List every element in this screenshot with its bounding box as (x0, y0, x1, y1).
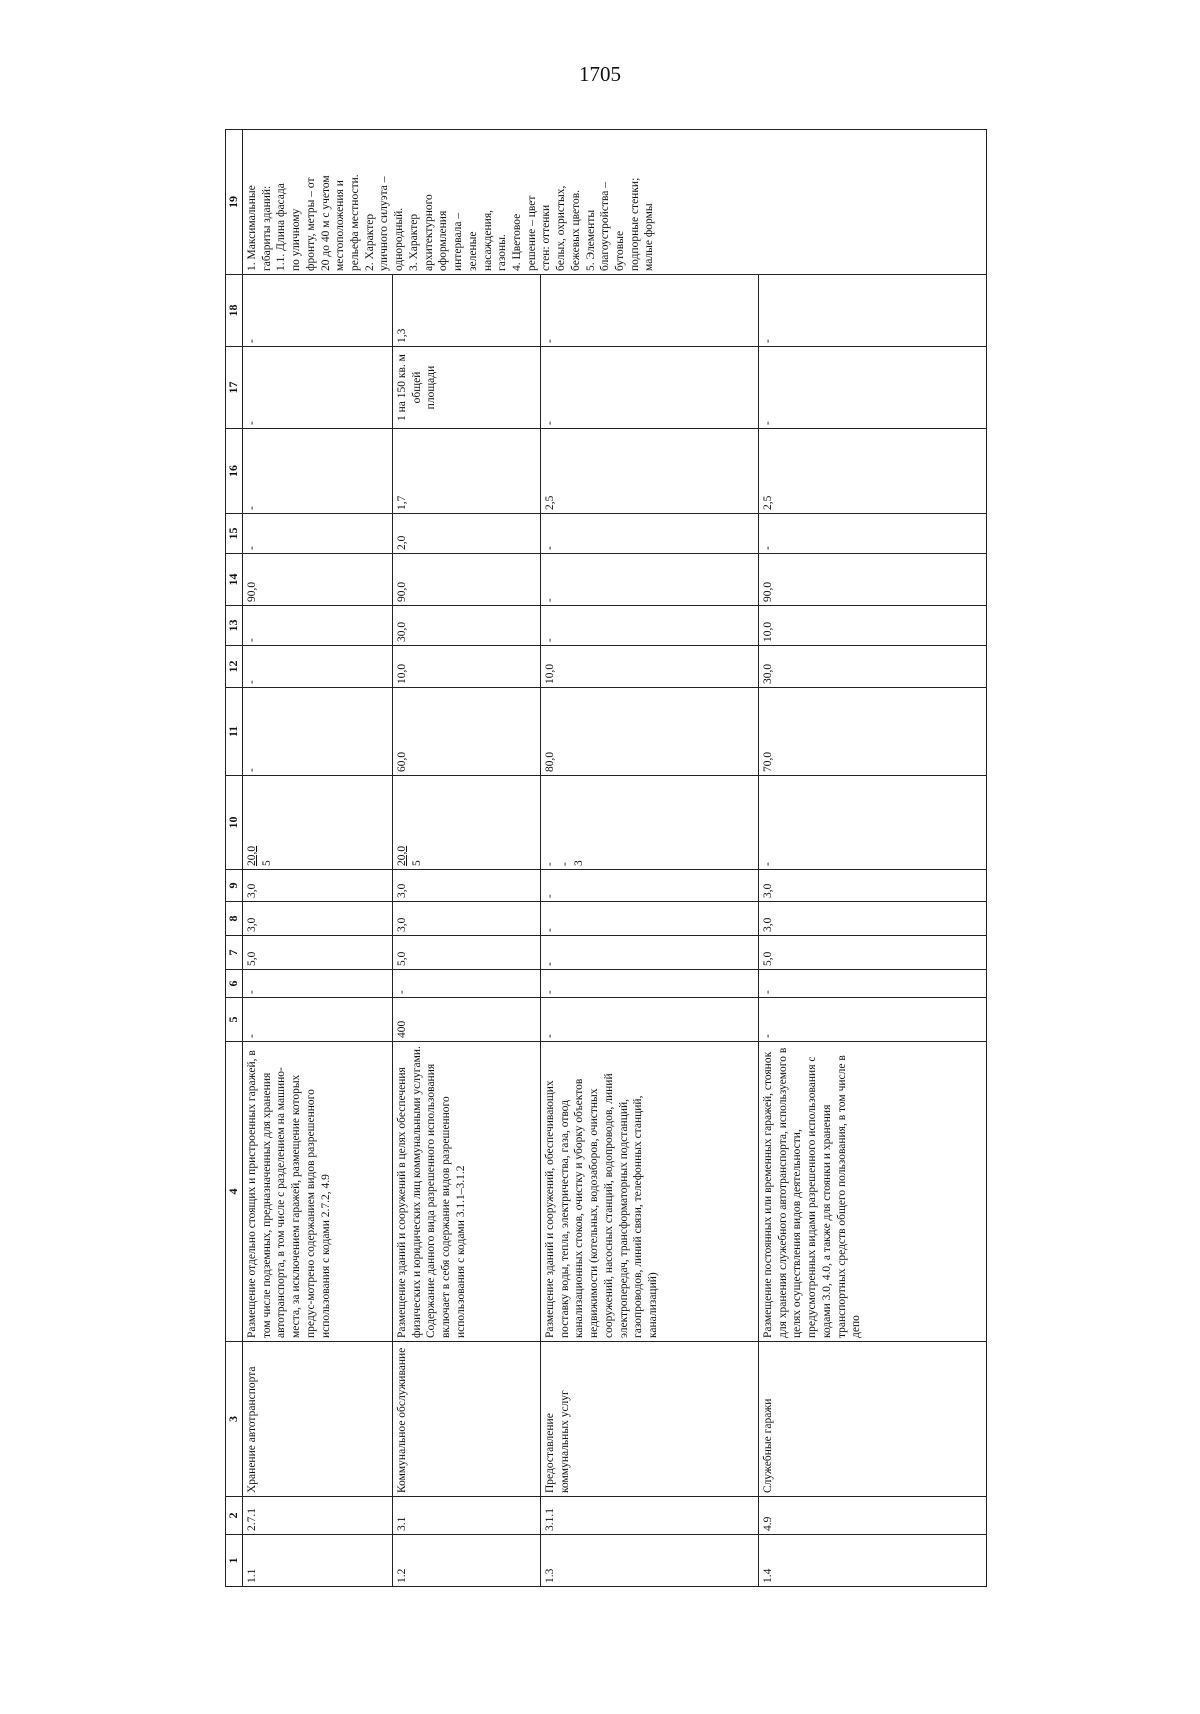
table-cell: 2,5 (759, 429, 987, 514)
table-cell: 3,0 (759, 902, 987, 936)
table-cell: - (759, 776, 987, 870)
table-cell: - (243, 606, 393, 646)
table-cell: - (541, 998, 759, 1042)
vri-description: Размещение постоянных или временных гаражей, стоянок для хранения служебного автотранспорта, используемого в целях осуществления видов деятельности, предусмотренных видами разрешенного использования с кодами 3.0, 4.0, а также для стоянки и хранения транспортных средств общего пользования, в том числе в депо (759, 1042, 987, 1342)
req-line: фронту, метры – от (304, 177, 317, 271)
req-line: однородный. (393, 207, 406, 271)
table-cell: - (243, 998, 393, 1042)
table-cell: 3,0 (243, 870, 393, 902)
table-cell: - (759, 514, 987, 554)
vri-name: Служебные гаражи (759, 1342, 987, 1497)
table-cell: - (759, 970, 987, 998)
fraction-numerator: 20,0 (246, 845, 258, 866)
zoning-table (225, 129, 987, 1587)
table-cell: - (541, 554, 759, 606)
req-line: газоны. (496, 234, 509, 271)
table-row (541, 130, 759, 1587)
req-line: подпорные стенки; (628, 177, 641, 271)
header-cell: 5 (226, 998, 243, 1042)
table-cell: 10,0 (541, 646, 759, 688)
table-cell: - (243, 275, 393, 347)
header-cell: 13 (226, 606, 243, 646)
table-cell: 400 (393, 998, 541, 1042)
req-line: архитектурного (422, 194, 435, 271)
req-line: благоустройства – (599, 182, 612, 271)
table-cell: - (243, 970, 393, 998)
header-cell: 4 (226, 1042, 243, 1342)
table-cell: - (541, 936, 759, 970)
req-line: 20 до 40 м с учетом (319, 175, 332, 271)
vri-name: Хранение автотранспорта (243, 1342, 393, 1497)
req-line: габариты зданий: (260, 185, 273, 271)
table-cell: 90,0 (243, 554, 393, 606)
table-cell: - (393, 970, 541, 998)
header-cell: 16 (226, 429, 243, 514)
architectural-requirements (243, 130, 987, 275)
table-cell: 5,0 (759, 936, 987, 970)
header-cell: 7 (226, 936, 243, 970)
req-line: 3. Характер (407, 213, 420, 271)
fraction-denominator: 5 (260, 860, 273, 866)
fraction-denominator: 5 (410, 860, 423, 866)
header-cell: 17 (226, 347, 243, 429)
table-cell: 2,5 (541, 429, 759, 514)
table-cell: - (541, 275, 759, 347)
req-line: рельефа местности. (349, 174, 362, 271)
req-line: белых, охристых, (555, 185, 568, 271)
req-line: решение – цвет (525, 195, 538, 271)
table-row (243, 130, 393, 1587)
table-cell: - (243, 688, 393, 776)
table-cell: 30,0 (759, 646, 987, 688)
req-line: 1. Максимальные (246, 185, 258, 271)
table-cell: 1,7 (393, 429, 541, 514)
req-line: по уличному (290, 208, 303, 271)
vri-code: 3.1.1 (541, 1497, 759, 1535)
table-cell: 3,0 (243, 902, 393, 936)
page-number: 1705 (579, 62, 621, 86)
vri-code: 3.1 (393, 1497, 541, 1535)
fraction-cell (243, 776, 393, 870)
table-cell: - (243, 646, 393, 688)
vri-code: 4.9 (759, 1497, 987, 1535)
table-row (393, 130, 541, 1587)
header-cell: 18 (226, 275, 243, 347)
table-cell: - (541, 902, 759, 936)
row-number: 1.3 (541, 1535, 759, 1587)
header-cell: 9 (226, 870, 243, 902)
header-cell: 12 (226, 646, 243, 688)
table-cell: - (243, 347, 393, 429)
table-cell: 5,0 (243, 936, 393, 970)
fraction-cell (393, 776, 541, 870)
rotated-table-container (225, 130, 985, 1587)
req-line: 5. Элементы (584, 209, 597, 271)
header-row (226, 130, 243, 1587)
row-number: 1.4 (759, 1535, 987, 1587)
cell-line: 3 (573, 860, 586, 866)
table-cell: 10,0 (759, 606, 987, 646)
req-line: малые формы (643, 203, 656, 271)
req-line: местоположения и (334, 180, 347, 271)
cell-line: - (544, 862, 556, 866)
fraction-numerator: 20,0 (396, 845, 408, 866)
table-cell: - (541, 514, 759, 554)
table-cell: - (759, 347, 987, 429)
table-cell: - (541, 970, 759, 998)
req-line: бутовые (613, 230, 626, 271)
table-cell: - (541, 606, 759, 646)
req-line: насаждения, (481, 210, 494, 271)
table-cell: 60,0 (393, 688, 541, 776)
vri-name: Предоставление коммунальных услуг (541, 1342, 759, 1497)
vri-name: Коммунальное обслуживание (393, 1342, 541, 1497)
header-cell: 3 (226, 1342, 243, 1497)
header-cell: 2 (226, 1497, 243, 1535)
table-cell: 30,0 (393, 606, 541, 646)
table-cell: 10,0 (393, 646, 541, 688)
parking-norm: 1 на 150 кв. м общей площади (393, 347, 541, 429)
table-cell: 5,0 (393, 936, 541, 970)
table-cell: - (243, 514, 393, 554)
req-line: бежевых цветов. (569, 189, 582, 271)
table-cell: 70,0 (759, 688, 987, 776)
row-number: 1.1 (243, 1535, 393, 1587)
table-cell: 80,0 (541, 688, 759, 776)
vri-description: Размещение зданий и сооружений, обеспечивающих поставку воды, тепла, электричества, газа, отвод канализационных стоков, очистку и уборку объектов недвижимости (котельных, водозаборов, очистных сооружений, насосных станций, водопроводов, линий электропередач, трансформаторных подстанций, газопроводов, линий связи, телефонных станций, канализаций) (541, 1042, 759, 1342)
header-cell: 8 (226, 902, 243, 936)
header-cell: 19 (226, 130, 243, 275)
vri-code: 2.7.1 (243, 1497, 393, 1535)
header-cell: 14 (226, 554, 243, 606)
req-line: интервала – (452, 212, 465, 271)
req-line: зеленые (466, 231, 479, 271)
req-line: 4. Цветовое (510, 213, 523, 271)
table-cell: - (541, 870, 759, 902)
req-line: 1.1. Длина фасада (275, 183, 288, 271)
header-cell: 1 (226, 1535, 243, 1587)
table-cell: - (759, 275, 987, 347)
cell-line: - (558, 862, 571, 866)
vri-description: Размещение зданий и сооружений в целях обеспечения физических и юридических лиц коммунальными услугами. Содержание данного вида разрешенного использования включает в себя содержание видов разрешенного использования с кодами 3.1.1–3.1.2 (393, 1042, 541, 1342)
header-cell: 6 (226, 970, 243, 998)
table-cell: - (541, 347, 759, 429)
header-cell: 15 (226, 514, 243, 554)
req-line: уличного силуэта – (378, 176, 391, 271)
table-cell: 2,0 (393, 514, 541, 554)
header-cell: 10 (226, 776, 243, 870)
header-cell: 11 (226, 688, 243, 776)
fraction-cell (541, 776, 759, 870)
table-cell: 3,0 (759, 870, 987, 902)
vri-description: Размещение отдельно стоящих и пристроенных гаражей, в том числе подземных, предназначенных для хранения автотранспорта, в том числе с разделением на машино-места, за исключением гаражей, размещение которых предус-мотрено содержанием видов разрешенного использования с кодами 2.7.2, 4.9 (243, 1042, 393, 1342)
table-cell: 3,0 (393, 870, 541, 902)
table-cell: 3,0 (393, 902, 541, 936)
table-cell: - (243, 429, 393, 514)
table-cell: 90,0 (759, 554, 987, 606)
table-cell: 90,0 (393, 554, 541, 606)
row-number: 1.2 (393, 1535, 541, 1587)
req-line: 2. Характер (363, 213, 376, 271)
table-cell: 1,3 (393, 275, 541, 347)
table-row (759, 130, 987, 1587)
req-line: стен: оттенки (540, 204, 553, 271)
req-line: оформления (437, 210, 450, 271)
table-cell: - (759, 998, 987, 1042)
